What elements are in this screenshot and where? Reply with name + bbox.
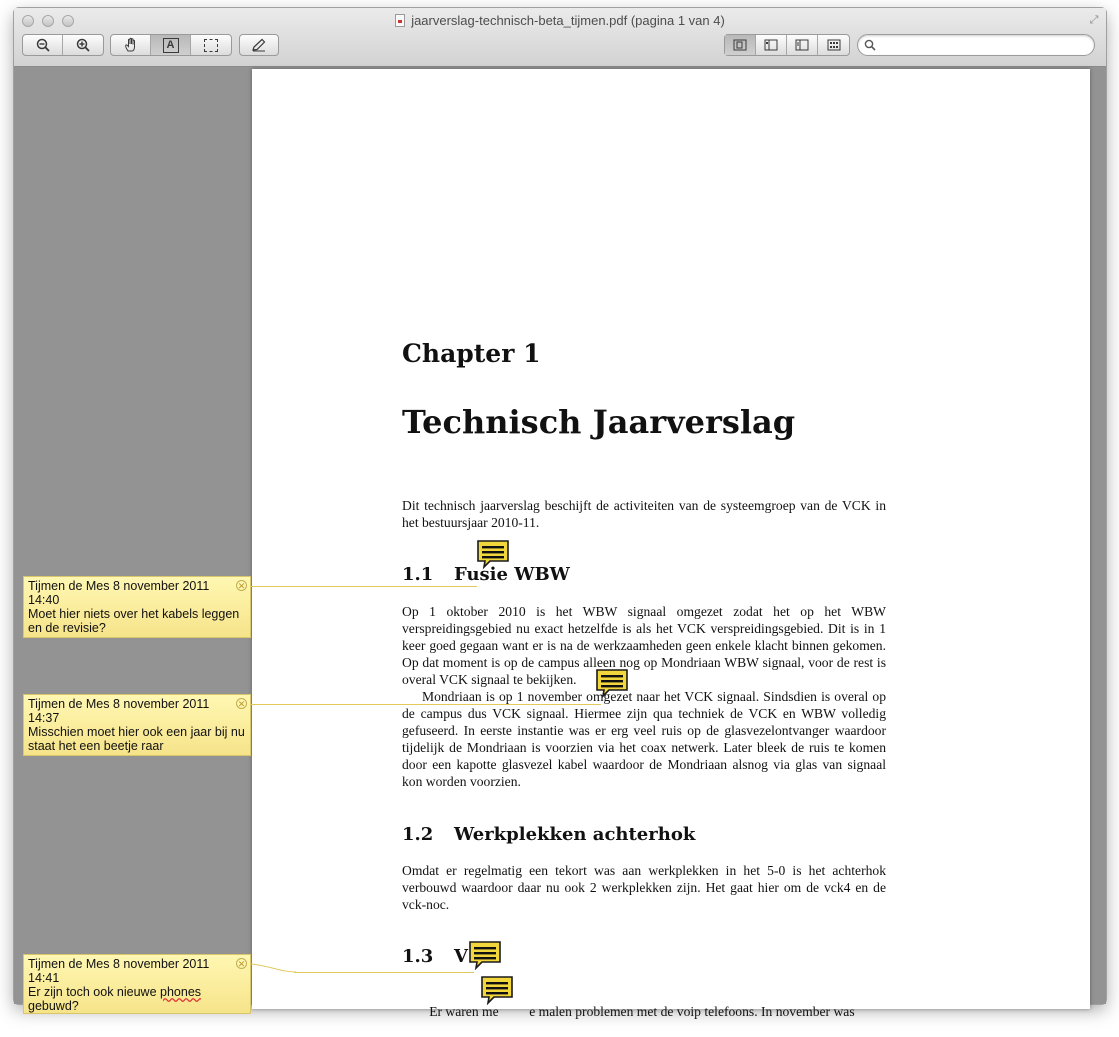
section-heading: [402, 824, 695, 845]
search-icon: [864, 39, 876, 51]
contact-sheet-icon: [827, 39, 841, 51]
search-field[interactable]: [857, 34, 1095, 56]
note-bubble-icon[interactable]: [468, 940, 502, 970]
fullscreen-icon[interactable]: ⤢: [1089, 14, 1099, 26]
title-bar: [14, 8, 1106, 67]
annotation-note[interactable]: [23, 954, 251, 1014]
note-bubble-icon[interactable]: [595, 668, 629, 698]
tool-control: [110, 34, 232, 56]
note-header: [28, 697, 246, 711]
note-text-part: Er zijn toch ook nieuwe: [28, 985, 161, 999]
pdf-document-icon: [395, 14, 405, 27]
annotation-note[interactable]: [23, 694, 251, 756]
document-view[interactable]: [14, 67, 1106, 1019]
text-tool-icon: A: [163, 38, 179, 53]
note-text[interactable]: [28, 985, 246, 1013]
section-heading: [402, 946, 468, 967]
search-input[interactable]: [880, 37, 1084, 55]
note-header: [28, 957, 246, 971]
zoom-in-icon: [76, 38, 90, 52]
note-date: 8 november 2011: [113, 579, 210, 593]
note-author: Tijmen de Mes: [28, 579, 110, 593]
zoom-out-button[interactable]: [23, 35, 63, 55]
section-body: [402, 862, 886, 913]
paragraph: Op 1 oktober 2010 is het WBW signaal omgezet zodat het op het WBW verspreidingsgebied nu exact hetzelfde is als het VCK verspreidingsgebied. Dit is in 1 keer goed gegaan want er is na de werkzaamheden geen enkele klacht binnen gekomen. Op dat moment is op de campus alleen nog op Mondriaan WBW signaal, voor de rest is overal VCK signaal te bekijken.: [402, 604, 886, 687]
intro-paragraph: Dit technisch jaarverslag beschijft de activiteiten van de systeemgroep van de VCK in het bestuursjaar 2010-11.: [402, 498, 886, 530]
view-contact-sheet-button[interactable]: [818, 35, 849, 55]
annotation-leader-line: [251, 586, 477, 587]
close-note-icon[interactable]: ✕: [237, 581, 246, 591]
preview-window: [14, 8, 1106, 1019]
note-author: Tijmen de Mes: [28, 957, 110, 971]
section-number: 1.3: [402, 946, 434, 967]
pdf-page[interactable]: [252, 69, 1090, 1019]
note-date: 8 november 2011: [113, 697, 210, 711]
note-text[interactable]: Moet hier niets over het kabels leggen en de revisie?: [28, 607, 240, 635]
note-bubble-icon[interactable]: [480, 975, 514, 1005]
hand-tool-button[interactable]: [111, 35, 151, 55]
thumbnails-sidebar-icon: [764, 39, 778, 51]
zoom-out-icon: [36, 38, 50, 52]
view-mode-control: [724, 34, 850, 56]
annotation-note[interactable]: [23, 576, 251, 638]
single-page-icon: [733, 39, 747, 51]
section-title: Fusie WBW: [454, 564, 570, 585]
rect-select-tool-button[interactable]: [191, 35, 231, 55]
note-bubble-icon[interactable]: [476, 539, 510, 569]
section-title: Werkplekken achterhok: [454, 824, 696, 845]
toc-sidebar-icon: [795, 39, 809, 51]
pencil-icon: [251, 38, 267, 52]
section-body: [402, 603, 886, 790]
note-text[interactable]: Misschien moet hier ook een jaar bij nu staat het een beetje raar: [28, 725, 245, 753]
section-body: [402, 986, 886, 1037]
view-thumbnails-button[interactable]: [756, 35, 787, 55]
annotation-leader-line: [294, 972, 474, 973]
paragraph: Er waren me e malen problemen met de voip telefoons. In november was: [429, 1004, 855, 1019]
chapter-label: Chapter 1: [402, 339, 541, 368]
note-time: 14:40: [28, 593, 60, 607]
zoom-in-button[interactable]: [63, 35, 103, 55]
view-single-page-button[interactable]: [725, 35, 756, 55]
section-number: 1.2: [402, 824, 434, 845]
chapter-title: Technisch Jaarverslag: [402, 403, 796, 441]
note-time: 14:37: [28, 711, 60, 725]
annotation-leader-line: [251, 704, 601, 705]
window-title: [14, 13, 1106, 28]
close-note-icon[interactable]: ✕: [237, 699, 246, 709]
annotation-leader-curve: [251, 962, 301, 974]
note-header: [28, 579, 246, 593]
text-select-tool-button[interactable]: [151, 35, 190, 55]
paragraph: Mondriaan is op 1 november omgezet naar het VCK signaal. Sindsdien is overal op de campus dus VCK signaal. Hiermee zijn qua techniek de VCK en WBW volledig gefuseerd. In eerste instantie was er erg veel ruis op de glasvezelontvanger waardoor tijdelijk de Mondriaan is voorzien via het coax netwerk. Later bleek de ruis te komen door een kapotte glasvezel kabel waardoor de Mondriaan alsnog via glas van signaal kon worden voorzien.: [402, 689, 886, 789]
window-title-text: jaarverslag-technisch-beta_tijmen.pdf (pagina 1 van 4): [411, 13, 725, 28]
section-number: 1.1: [402, 564, 434, 585]
annotate-control: [239, 34, 279, 56]
annotate-button[interactable]: [240, 35, 278, 55]
close-note-icon[interactable]: ✕: [237, 959, 246, 969]
section-title: V: [454, 946, 468, 967]
note-date: 8 november 2011: [113, 957, 210, 971]
note-author: Tijmen de Mes: [28, 697, 110, 711]
zoom-control: [22, 34, 104, 56]
note-text-part: gebuwd?: [28, 999, 79, 1013]
rect-select-icon: [204, 39, 218, 52]
misspelled-word: phones: [160, 985, 202, 999]
note-time: 14:41: [28, 971, 60, 985]
paragraph: Omdat er regelmatig een tekort was aan werkplekken in het 5-0 is het achterhok verbouwd waardoor daar nu ook 2 werkplekken zijn. Het gaat hier om de vck4 en de vck-noc.: [402, 863, 886, 912]
view-toc-button[interactable]: [787, 35, 818, 55]
hand-icon: [123, 37, 139, 53]
